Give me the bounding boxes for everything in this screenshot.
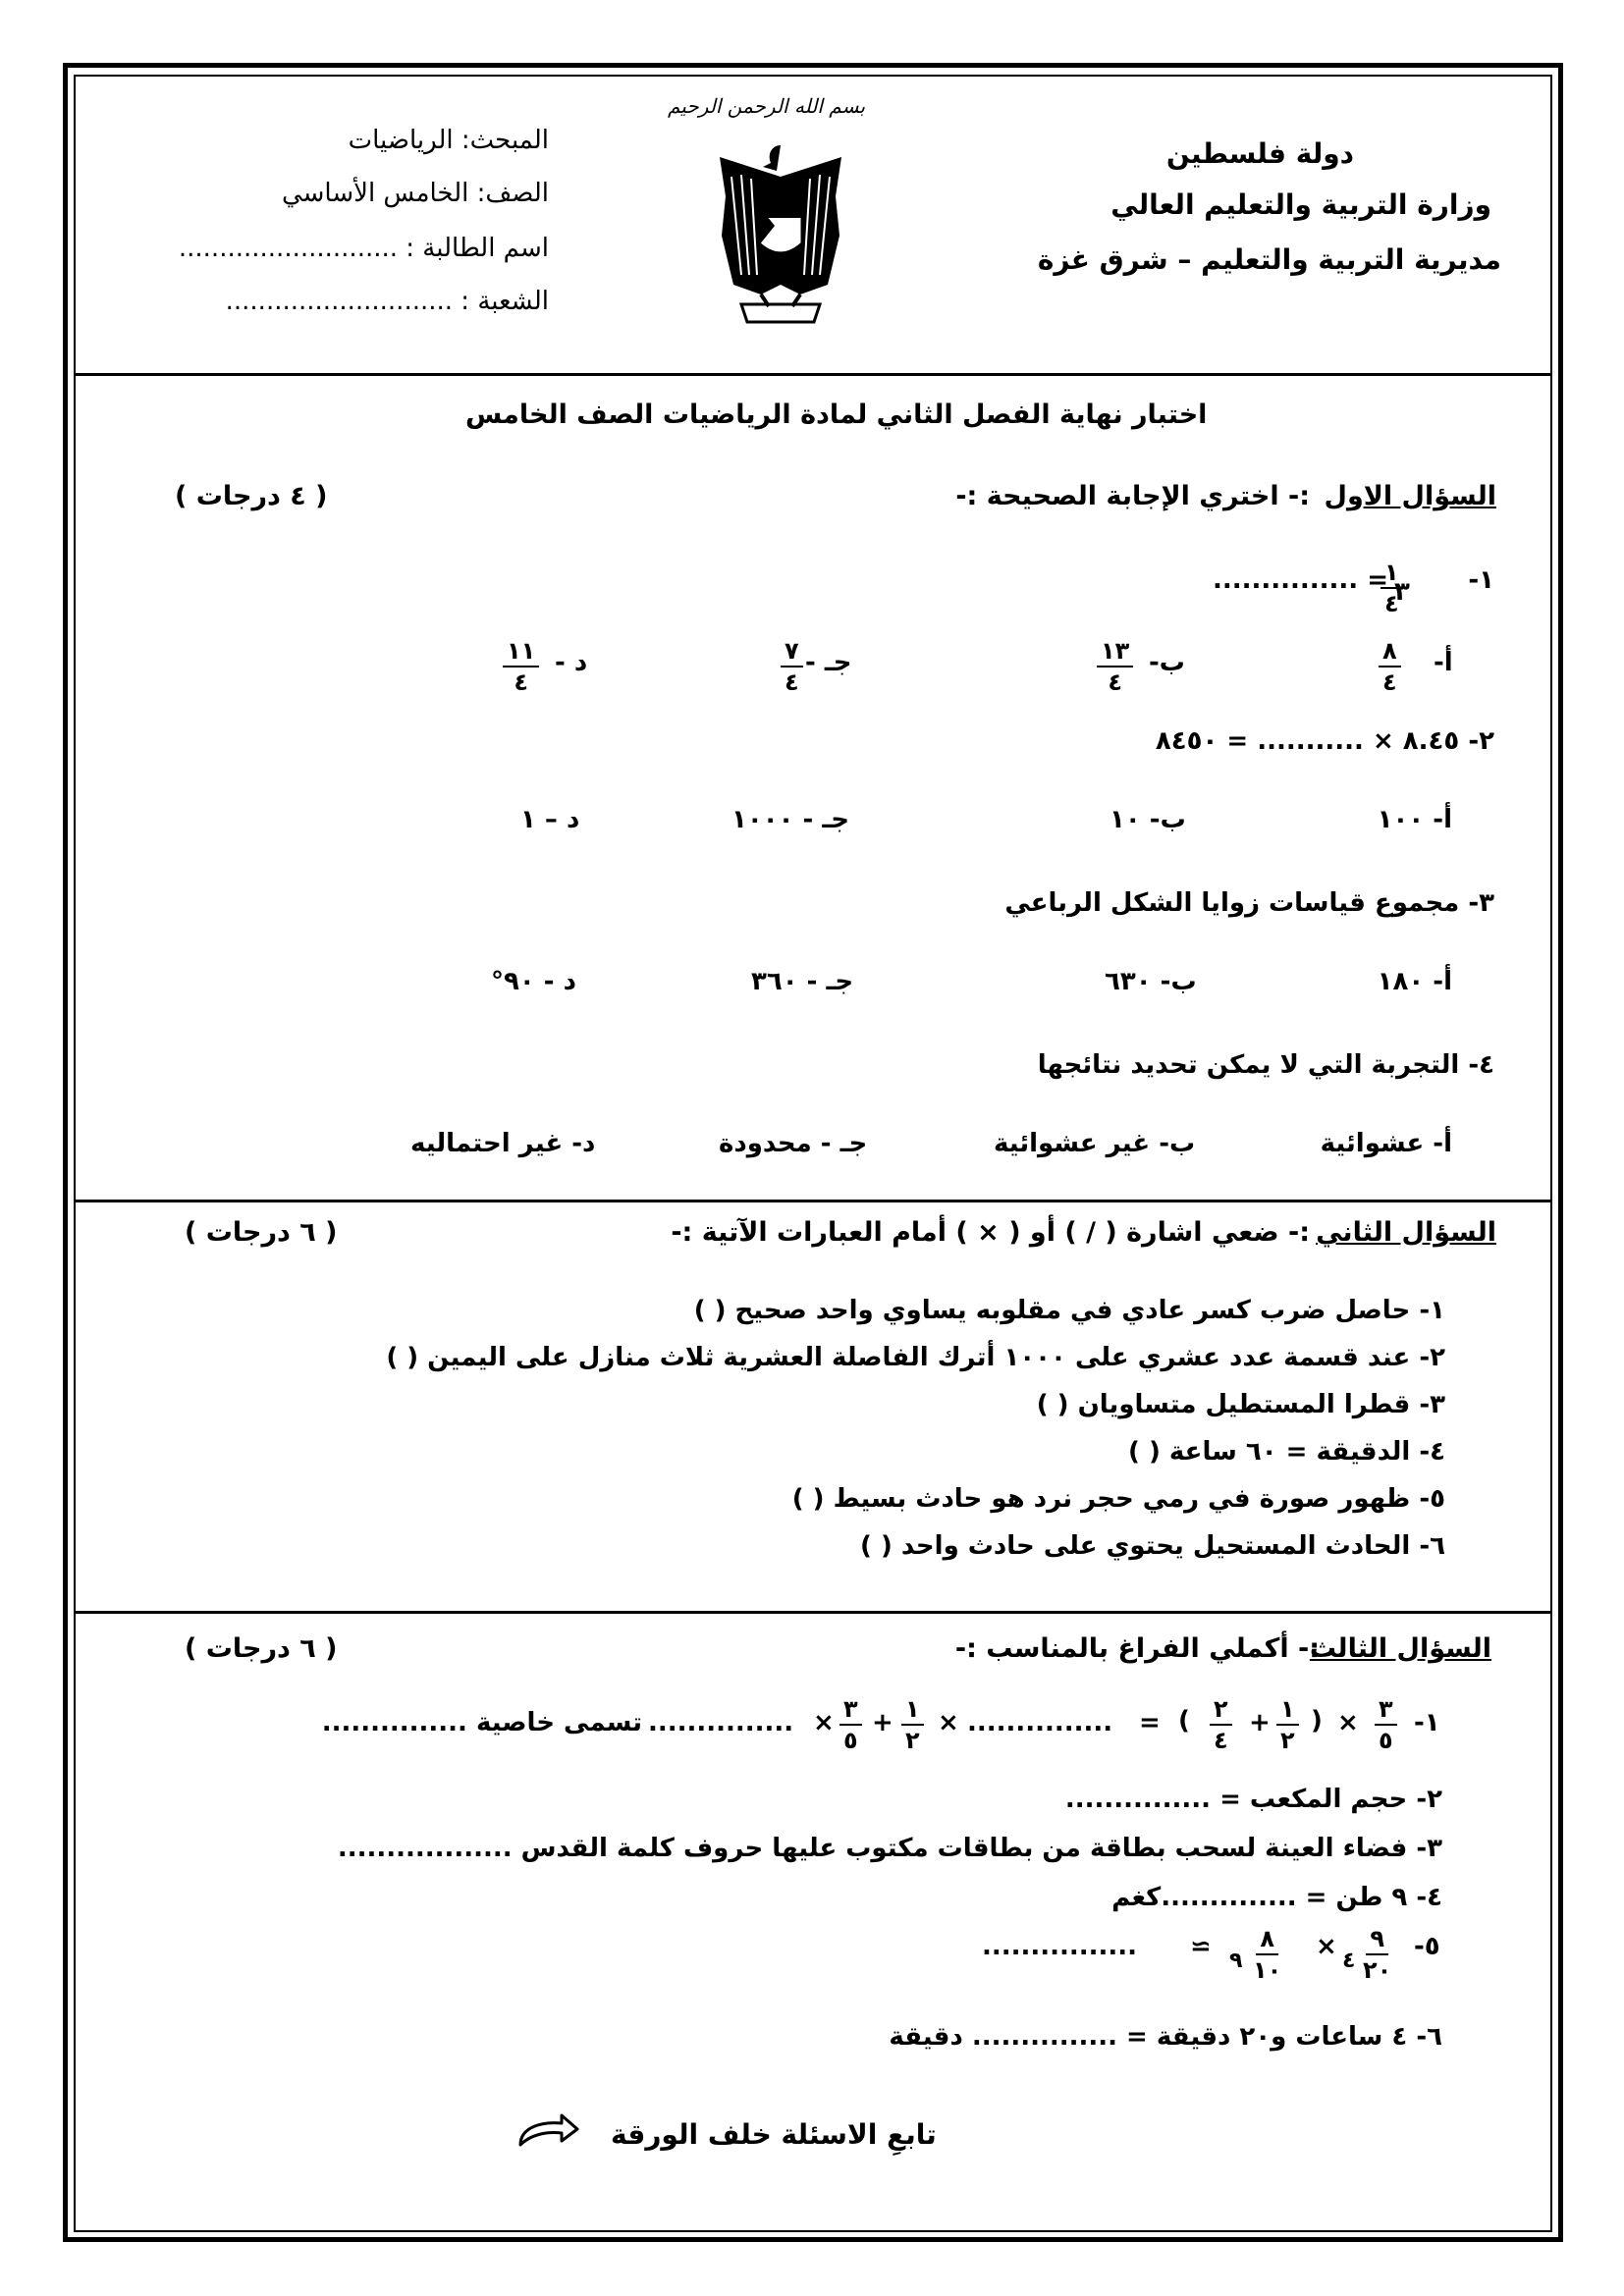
q3-item5-whole-a: ٤ [1342, 1949, 1356, 1973]
q3-marks: ( ٦ درجات ) [185, 1633, 338, 1664]
q3-item5-op: × [1316, 1932, 1337, 1961]
q3-item1-frac-d: ١ ٢ [901, 1696, 924, 1754]
q3-item1-frac-c: ٢ ٤ [1210, 1696, 1232, 1754]
palestine-emblem-icon [712, 137, 849, 334]
q1-item4-a: أ- عشوائية [1320, 1129, 1452, 1158]
q1-item3-c: جـ - ٣٦٠ [751, 967, 854, 996]
q1-item1-num: ١- [1468, 565, 1494, 595]
q2-item-2: ٢- عند قسمة عدد عشري على ١٠٠٠ أترك الفاصلة العشرية ثلاث منازل على اليمين ( ) [386, 1343, 1445, 1372]
student-name-field: اسم الطالبة : ........................... [178, 234, 549, 263]
q3-item5-whole-b: ٩ [1229, 1949, 1243, 1973]
q3-instruction: :- أكملي الفراغ بالمناسب :- [954, 1633, 1320, 1664]
q2-item-6: ٦- الحادث المستحيل يحتوي على حادث واحد ( ) [860, 1531, 1445, 1561]
q3-item5-frac-a: ٩ ٢٠ [1363, 1925, 1392, 1985]
q3-item1-frac-a: ٣ ٥ [1375, 1696, 1397, 1754]
q1-item1-c-label: جـ - [805, 648, 852, 677]
q1-title: السؤال الاول [1324, 481, 1496, 511]
q1-item3-a: أ- ١٨٠ [1377, 967, 1452, 996]
q1-item2-b: ب- ١٠ [1110, 805, 1186, 834]
q1-item1-b-fraction: ١٣ ٤ [1097, 638, 1133, 696]
q2-marks: ( ٦ درجات ) [185, 1217, 338, 1248]
continue-note: تابعِ الاسئلة خلف الورقة [611, 2118, 937, 2151]
q3-item1-blank: ............... [967, 1708, 1113, 1737]
q3-item1-tail: تسمى خاصية ............... [321, 1708, 642, 1737]
q1-item4: ٤- التجربة التي لا يمكن تحديد نتائجها [1037, 1050, 1494, 1080]
q1-item1-whole: ٣ [1394, 577, 1410, 607]
q3-item5-num: ٥- [1414, 1932, 1440, 1961]
q2-item-1: ١- حاصل ضرب كسر عادي في مقلوبه يساوي واحد صحيح ( ) [693, 1296, 1445, 1325]
q3-item1-op: = [1139, 1708, 1161, 1737]
q3-item1-num: ١- [1414, 1708, 1440, 1737]
q1-item1-fraction: ١ ٤ [1380, 560, 1403, 617]
q1-item1-c-fraction: ٧ ٤ [781, 638, 803, 696]
q3-item1-paren: ( [1311, 1706, 1323, 1735]
q3-item1-frac-e: ٣ ٥ [839, 1696, 862, 1754]
q2-item-5: ٥- ظهور صورة في رمي حجر نرد هو حادث بسيط ( ) [791, 1484, 1445, 1514]
basmala: بسم الله الرحمن الرحيم [668, 94, 866, 118]
q3-item1-frac-b: ١ ٢ [1276, 1696, 1299, 1754]
q1-item4-c: جـ - محدودة [719, 1129, 868, 1158]
q3-item1-blank: ............... [648, 1708, 794, 1737]
curved-arrow-icon [513, 2106, 583, 2153]
state-name: دولة فلسطين [1165, 137, 1354, 170]
q3-item1-op: × [813, 1708, 835, 1737]
q1-item3-d: د - ٩٠° [491, 967, 576, 996]
q3-item5-approx: ≃ [1190, 1932, 1212, 1961]
q3-item1-op: + [872, 1708, 893, 1737]
q3-item1-paren: ) [1178, 1706, 1190, 1735]
q1-item3-b: ب- ٦٣٠ [1105, 967, 1197, 996]
q2-item-4: ٤- الدقيقة = ٦٠ ساعة ( ) [1128, 1437, 1445, 1467]
section-field: الشعبة : ............................ [225, 287, 549, 316]
q1-item1-a-fraction: ٨ ٤ [1379, 638, 1401, 696]
q3-item3: ٣- فضاء العينة لسحب بطاقة من بطاقات مكتوب عليها حروف كلمة القدس .................. [337, 1834, 1442, 1863]
q1-item1-d-fraction: ١١ ٤ [503, 638, 539, 696]
q3-title: السؤال الثالث [1309, 1633, 1491, 1664]
ministry-name: وزارة التربية والتعليم العالي [1110, 188, 1491, 221]
q1-item2: ٢- ٨.٤٥ × ........... = ٨٤٥٠ [1155, 726, 1494, 756]
q2-title: السؤال الثاني [1316, 1217, 1496, 1248]
divider-q2 [76, 1611, 1550, 1614]
q1-item2-a: أ- ١٠٠ [1377, 805, 1452, 834]
q3-item2: ٢- حجم المكعب = ............... [1064, 1785, 1442, 1814]
subject-field: المبحث: الرياضيات [348, 126, 549, 155]
q1-item1-rhs: = ............... [1213, 565, 1388, 595]
q3-item6: ٦- ٤ ساعات و٢٠ دقيقة = ............... دقيقة [889, 2022, 1442, 2052]
q2-instruction: :- ضعي اشارة ( / ) أو ( × ) أمام العبارات الآتية :- [671, 1217, 1310, 1248]
q1-item1-a-label: أ- [1434, 648, 1453, 677]
q1-item2-d: د – ١ [520, 805, 580, 834]
divider-header [76, 373, 1550, 376]
q2-item-3: ٣- قطرا المستطيل متساويان ( ) [1036, 1390, 1445, 1419]
q1-item4-d: د- غير احتماليه [410, 1129, 596, 1158]
directorate-name: مديرية التربية والتعليم – شرق غزة [1037, 243, 1501, 276]
exam-title: اختبار نهاية الفصل الثاني لمادة الرياضيات الصف الخامس [465, 400, 1208, 430]
q1-item1-b-label: ب- [1149, 648, 1185, 677]
q3-item1-op: × [1337, 1708, 1359, 1737]
q3-item1-op: × [938, 1708, 959, 1737]
q3-item4: ٤- ٩ طن = ..............كغم [1111, 1883, 1442, 1912]
q1-item3: ٣- مجموع قياسات زوايا الشكل الرباعي [1004, 888, 1494, 918]
q1-item4-b: ب- غير عشوائية [994, 1129, 1196, 1158]
divider-q1 [76, 1200, 1550, 1202]
q3-item5-frac-b: ٨ ١٠ [1253, 1925, 1282, 1985]
q3-item5-blank: ................ [982, 1932, 1138, 1961]
q1-marks: ( ٤ درجات ) [175, 481, 328, 511]
q1-instruction: :- اختري الإجابة الصحيحة :- [955, 481, 1310, 511]
q3-item1-op: + [1249, 1708, 1271, 1737]
grade-field: الصف: الخامس الأساسي [281, 179, 549, 208]
q1-item2-c: جـ - ١٠٠٠ [731, 805, 850, 834]
q1-item1-d-label: د - [555, 648, 588, 677]
